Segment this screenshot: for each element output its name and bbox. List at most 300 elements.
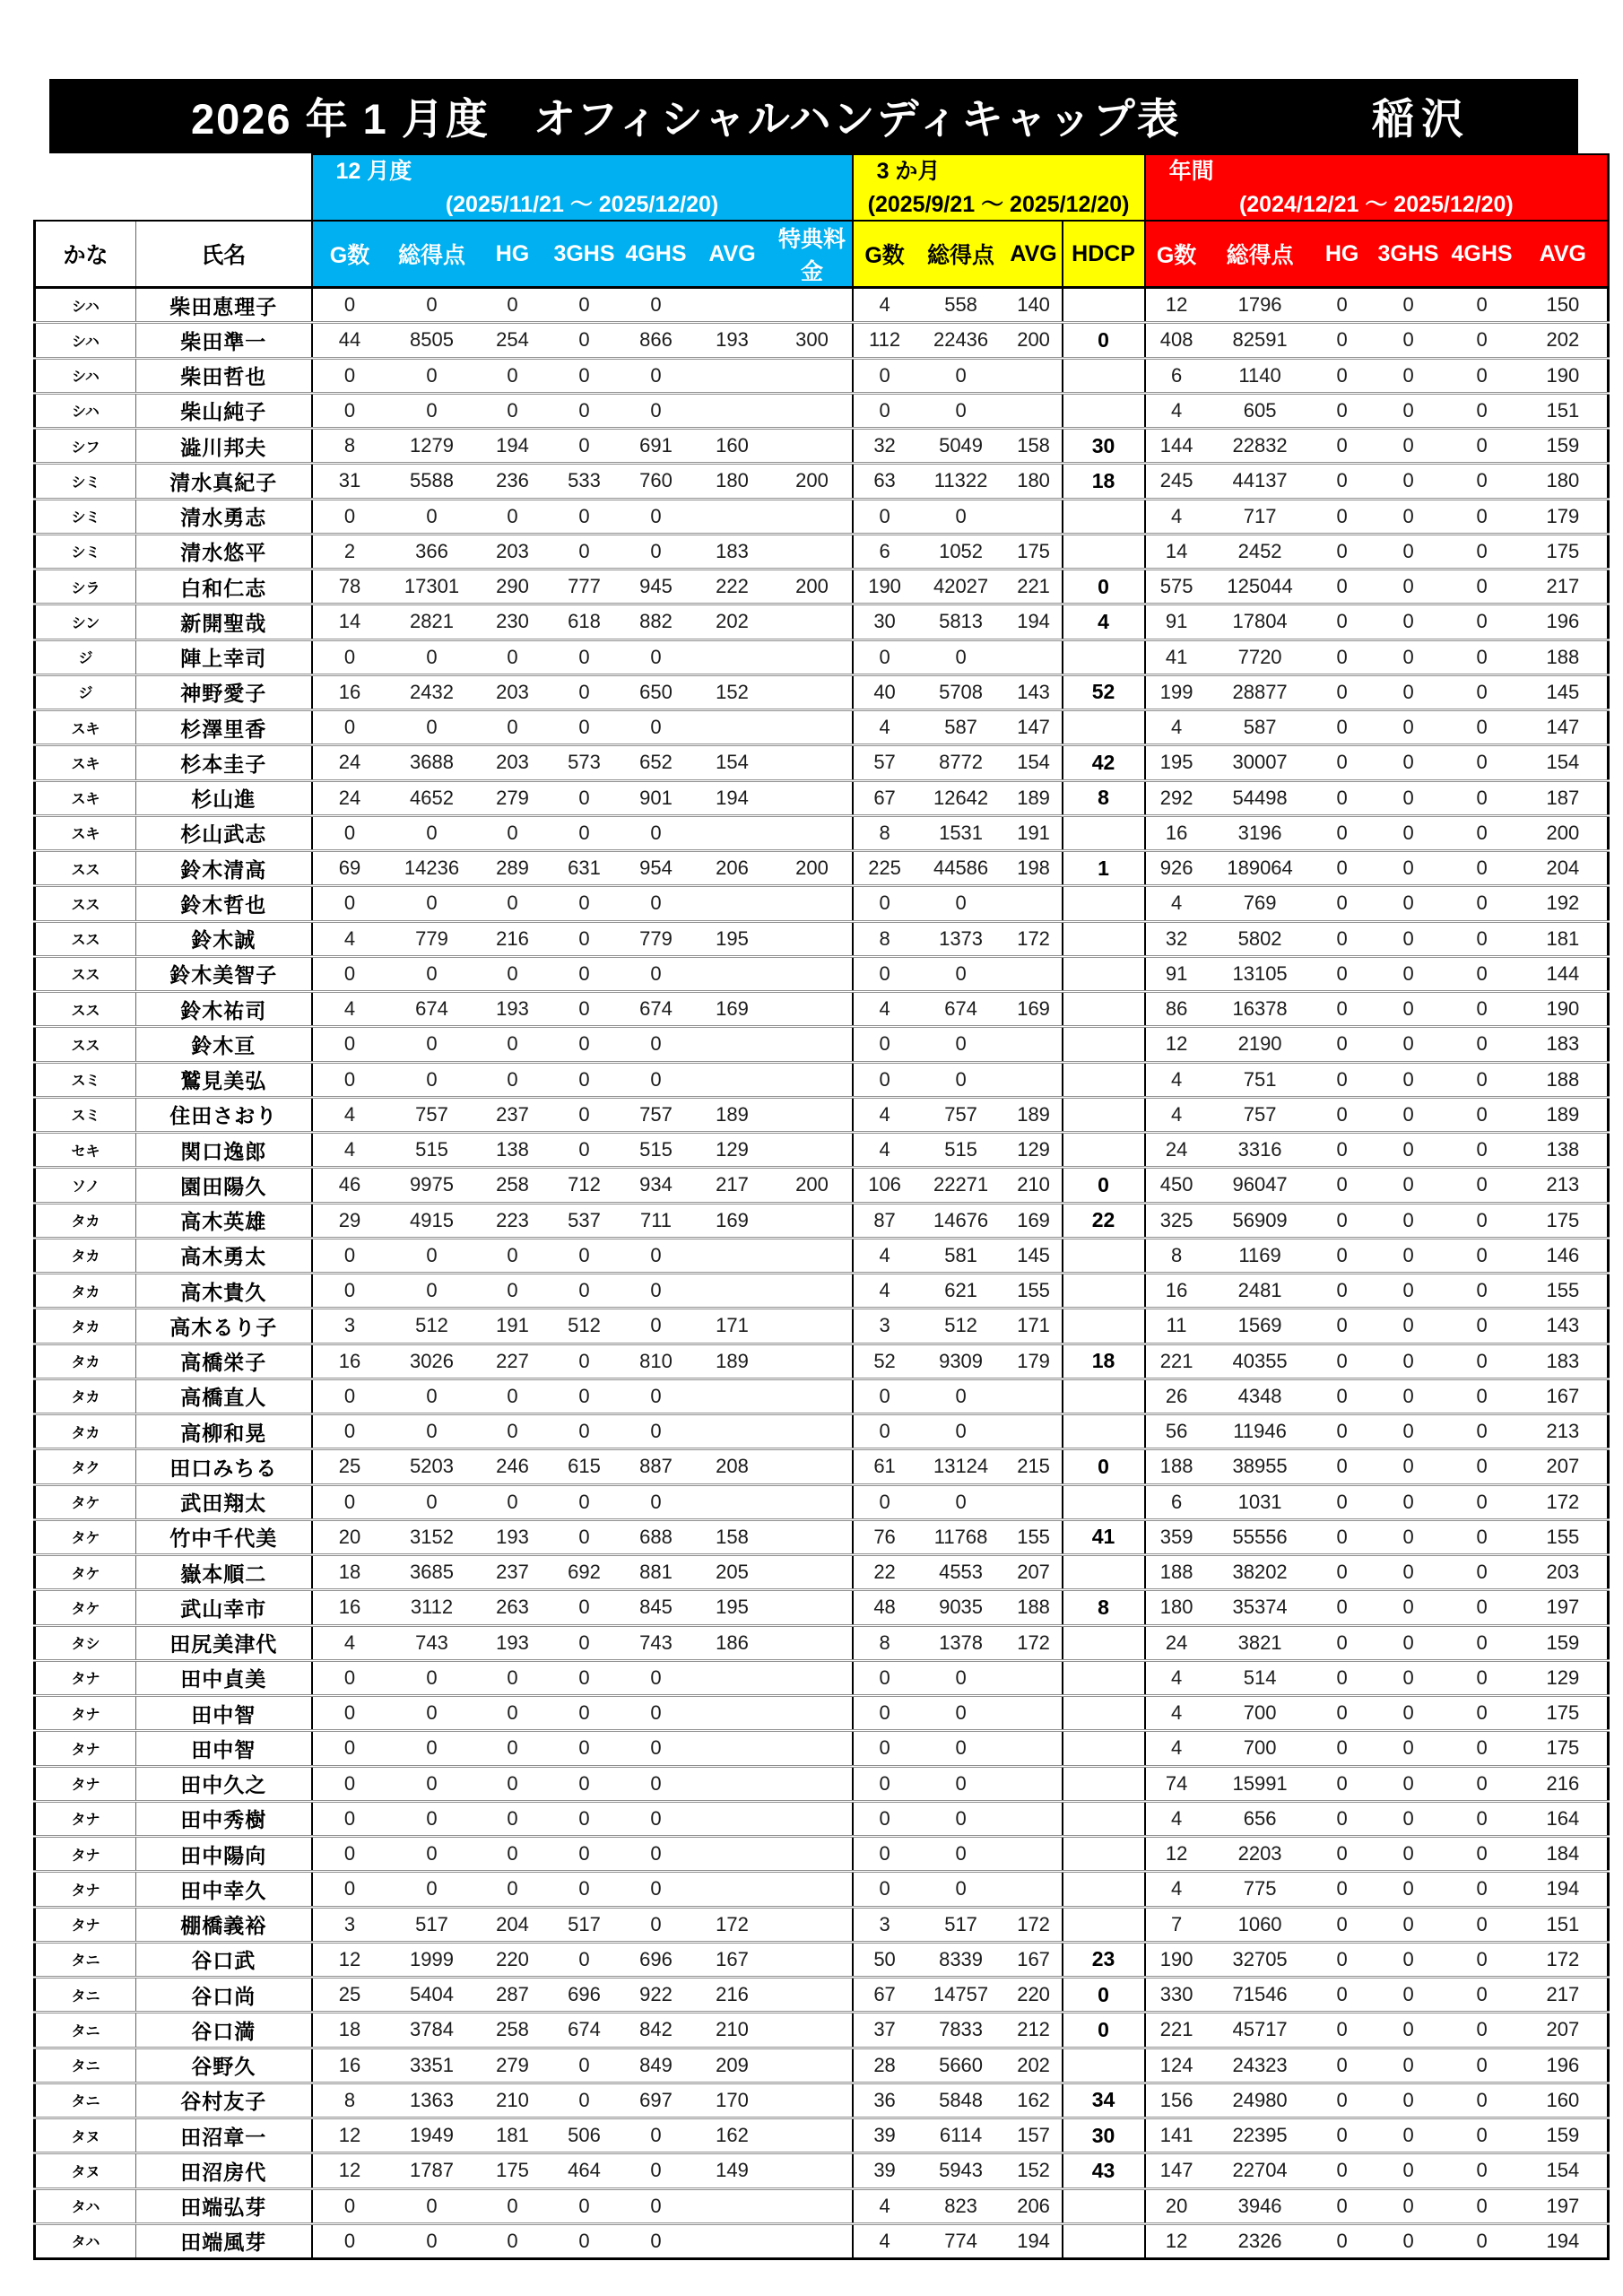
table-row xyxy=(35,1062,1609,1097)
cell-kana: タカ xyxy=(35,1344,136,1378)
cell-y0: 188 xyxy=(1145,1449,1208,1484)
table-row xyxy=(35,393,1609,428)
cell-m3: 517 xyxy=(549,1907,621,1942)
cell-y3: 0 xyxy=(1372,2013,1445,2048)
cell-y2: 0 xyxy=(1313,1344,1372,1378)
cell-y5: 151 xyxy=(1519,1907,1609,1942)
col-header-monthly-hg: HG xyxy=(477,221,549,288)
cell-q0: 0 xyxy=(853,1378,916,1413)
cell-y2: 0 xyxy=(1313,639,1372,674)
table-row xyxy=(35,745,1609,780)
cell-y1: 38202 xyxy=(1208,1555,1313,1590)
cell-y5: 159 xyxy=(1519,1625,1609,1660)
cell-q0: 67 xyxy=(853,780,916,815)
cell-q1: 0 xyxy=(916,1027,1006,1062)
cell-m6 xyxy=(773,992,853,1027)
cell-kana: セキ xyxy=(35,1133,136,1168)
cell-name: 鈴木亘 xyxy=(136,1027,312,1062)
cell-y3: 0 xyxy=(1372,1378,1445,1413)
cell-y3: 0 xyxy=(1372,429,1445,464)
cell-y4: 0 xyxy=(1445,780,1519,815)
cell-y4: 0 xyxy=(1445,1942,1519,1977)
cell-hdcp xyxy=(1063,1309,1145,1344)
cell-m0: 16 xyxy=(312,1590,387,1625)
cell-y3: 0 xyxy=(1372,1555,1445,1590)
cell-y0: 12 xyxy=(1145,1027,1208,1062)
cell-m1: 1999 xyxy=(387,1942,477,1977)
cell-m2: 0 xyxy=(477,1660,549,1695)
cell-q0: 0 xyxy=(853,358,916,393)
cell-y0: 4 xyxy=(1145,393,1208,428)
cell-y5: 190 xyxy=(1519,992,1609,1027)
cell-name: 新開聖哉 xyxy=(136,604,312,639)
cell-y5: 154 xyxy=(1519,2153,1609,2188)
cell-m5: 202 xyxy=(692,604,773,639)
cell-q1: 0 xyxy=(916,1062,1006,1097)
cell-m2: 191 xyxy=(477,1309,549,1344)
cell-q0: 52 xyxy=(853,1344,916,1378)
cell-m1: 0 xyxy=(387,1731,477,1766)
cell-y3: 0 xyxy=(1372,1519,1445,1554)
cell-hdcp xyxy=(1063,1062,1145,1097)
cell-m2: 194 xyxy=(477,429,549,464)
cell-y1: 17804 xyxy=(1208,604,1313,639)
cell-m2: 223 xyxy=(477,1203,549,1238)
cell-m4: 0 xyxy=(621,358,692,393)
cell-kana: シミ xyxy=(35,464,136,499)
cell-kana: タナ xyxy=(35,1696,136,1731)
cell-y1: 1031 xyxy=(1208,1484,1313,1519)
cell-y3: 0 xyxy=(1372,1660,1445,1695)
cell-m2: 193 xyxy=(477,1519,549,1554)
cell-q2 xyxy=(1006,639,1063,674)
cell-m0: 12 xyxy=(312,2153,387,2188)
cell-y5: 207 xyxy=(1519,1449,1609,1484)
table-row xyxy=(35,1414,1609,1449)
cell-q2: 155 xyxy=(1006,1274,1063,1309)
cell-y0: 4 xyxy=(1145,1660,1208,1695)
band-monthly xyxy=(312,154,853,221)
cell-y1: 2452 xyxy=(1208,534,1313,569)
cell-y0: 180 xyxy=(1145,1590,1208,1625)
cell-m1: 0 xyxy=(387,1766,477,1801)
col-header-monthly-4ghs: 4GHS xyxy=(621,221,692,288)
cell-y1: 3946 xyxy=(1208,2188,1313,2223)
cell-m4: 887 xyxy=(621,1449,692,1484)
cell-m1: 0 xyxy=(387,1027,477,1062)
cell-m5 xyxy=(692,1696,773,1731)
cell-y1: 2326 xyxy=(1208,2223,1313,2258)
table-row xyxy=(35,534,1609,569)
cell-m4: 0 xyxy=(621,710,692,745)
cell-q2: 198 xyxy=(1006,851,1063,886)
cell-q1: 0 xyxy=(916,1801,1006,1836)
cell-y2: 0 xyxy=(1313,1168,1372,1203)
cell-y2: 0 xyxy=(1313,2188,1372,2223)
cell-q2: 221 xyxy=(1006,570,1063,604)
cell-m5 xyxy=(692,1731,773,1766)
cell-y4: 0 xyxy=(1445,1766,1519,1801)
cell-y2: 0 xyxy=(1313,921,1372,956)
cell-y4: 0 xyxy=(1445,1274,1519,1309)
cell-name: 杉山進 xyxy=(136,780,312,815)
cell-y1: 7720 xyxy=(1208,639,1313,674)
cell-m2: 203 xyxy=(477,745,549,780)
cell-m1: 3351 xyxy=(387,2048,477,2083)
table-row xyxy=(35,2153,1609,2188)
cell-name: 田中智 xyxy=(136,1731,312,1766)
cell-y1: 4348 xyxy=(1208,1378,1313,1413)
cell-y1: 13105 xyxy=(1208,956,1313,991)
cell-m1: 3026 xyxy=(387,1344,477,1378)
cell-hdcp: 8 xyxy=(1063,780,1145,815)
cell-y2: 0 xyxy=(1313,815,1372,850)
cell-m2: 0 xyxy=(477,393,549,428)
cell-q0: 50 xyxy=(853,1942,916,1977)
cell-y0: 4 xyxy=(1145,1872,1208,1907)
cell-kana: シハ xyxy=(35,323,136,358)
cell-m1: 0 xyxy=(387,2223,477,2258)
cell-q1: 9309 xyxy=(916,1344,1006,1378)
cell-y2: 0 xyxy=(1313,1274,1372,1309)
table-row xyxy=(35,429,1609,464)
cell-m6 xyxy=(773,674,853,709)
cell-hdcp xyxy=(1063,2188,1145,2223)
cell-m6 xyxy=(773,1872,853,1907)
cell-name: 杉本圭子 xyxy=(136,745,312,780)
cell-m2: 193 xyxy=(477,1625,549,1660)
cell-y2: 0 xyxy=(1313,1907,1372,1942)
cell-m2: 204 xyxy=(477,1907,549,1942)
cell-m3: 0 xyxy=(549,1590,621,1625)
cell-m6 xyxy=(773,1942,853,1977)
table-row xyxy=(35,323,1609,358)
cell-m1: 1279 xyxy=(387,429,477,464)
table-row xyxy=(35,464,1609,499)
cell-m4: 0 xyxy=(650,293,662,317)
cell-y1: 2481 xyxy=(1208,1274,1313,1309)
band-quarter xyxy=(853,154,1145,221)
cell-q2: 189 xyxy=(1006,1097,1063,1132)
cell-kana: タナ xyxy=(35,1731,136,1766)
cell-y1: 757 xyxy=(1208,1097,1313,1132)
cell-q2: 202 xyxy=(1006,2048,1063,2083)
cell-kana: スキ xyxy=(35,780,136,815)
table-row xyxy=(35,1309,1609,1344)
cell-y5: 204 xyxy=(1519,851,1609,886)
cell-m3: 0 xyxy=(549,1519,621,1554)
cell-m0: 0 xyxy=(312,956,387,991)
cell-m5: 189 xyxy=(692,1344,773,1378)
cell-m1: 14236 xyxy=(387,851,477,886)
cell-y3: 0 xyxy=(1372,323,1445,358)
cell-y5: 189 xyxy=(1519,1097,1609,1132)
cell-m0: 18 xyxy=(312,2013,387,2048)
cell-m4: 743 xyxy=(621,1625,692,1660)
cell-kana: タナ xyxy=(35,1801,136,1836)
cell-m2: 0 xyxy=(477,1238,549,1273)
band-monthly-label: 12 月度 xyxy=(335,159,412,184)
cell-y0: 8 xyxy=(1145,1238,1208,1273)
table-row xyxy=(35,2188,1609,2223)
col-header-annual-games: G数 xyxy=(1145,221,1208,288)
cell-y2: 0 xyxy=(1313,851,1372,886)
cell-y0: 190 xyxy=(1145,1942,1208,1977)
title-bar xyxy=(49,79,1578,153)
cell-y0: 12 xyxy=(1145,1837,1208,1872)
cell-m4: 0 xyxy=(621,1027,692,1062)
cell-y1: 96047 xyxy=(1208,1168,1313,1203)
cell-q1: 8772 xyxy=(916,745,1006,780)
cell-q2: 189 xyxy=(1006,780,1063,815)
cell-m3: 0 xyxy=(549,992,621,1027)
col-header-quarter-games: G数 xyxy=(853,221,916,288)
cell-m1: 0 xyxy=(387,1801,477,1836)
cell-q0: 106 xyxy=(853,1168,916,1203)
table-row xyxy=(35,2118,1609,2153)
cell-y1: 769 xyxy=(1208,886,1313,921)
cell-m0: 0 xyxy=(312,1660,387,1695)
cell-m2: 0 xyxy=(507,293,518,317)
table-row xyxy=(35,1837,1609,1872)
cell-kana: スキ xyxy=(35,745,136,780)
cell-q1: 674 xyxy=(916,992,1006,1027)
cell-m1: 1787 xyxy=(387,2153,477,2188)
table-row xyxy=(35,1133,1609,1168)
cell-m5: 162 xyxy=(692,2118,773,2153)
cell-m3: 0 xyxy=(549,886,621,921)
cell-y5: 192 xyxy=(1519,886,1609,921)
cell-q2: 172 xyxy=(1006,1907,1063,1942)
cell-q1: 517 xyxy=(916,1907,1006,1942)
table-body xyxy=(35,288,1609,2259)
col-header-monthly-3ghs: 3GHS xyxy=(549,221,621,288)
cell-m3: 0 xyxy=(549,1238,621,1273)
cell-q1: 0 xyxy=(916,1660,1006,1695)
cell-m2: 0 xyxy=(477,2223,549,2258)
cell-y5: 160 xyxy=(1519,2083,1609,2118)
cell-kana: ジ xyxy=(35,674,136,709)
cell-y4: 0 xyxy=(1445,1555,1519,1590)
cell-m6 xyxy=(773,815,853,850)
cell-m4: 922 xyxy=(621,1978,692,2013)
cell-hdcp: 0 xyxy=(1063,1168,1145,1203)
cell-m4: 0 xyxy=(621,499,692,534)
cell-m1: 0 xyxy=(426,293,438,317)
cell-kana: シフ xyxy=(35,429,136,464)
cell-y1: 44137 xyxy=(1208,464,1313,499)
cell-hdcp: 4 xyxy=(1063,604,1145,639)
cell-m1: 3688 xyxy=(387,745,477,780)
cell-name: 高木勇太 xyxy=(136,1238,312,1273)
cell-q2: 200 xyxy=(1006,323,1063,358)
cell-m1: 0 xyxy=(387,886,477,921)
band-annual xyxy=(1145,154,1609,221)
cell-q0: 39 xyxy=(853,2153,916,2188)
cell-q2: 143 xyxy=(1006,674,1063,709)
cell-m5: 206 xyxy=(692,851,773,886)
table-row xyxy=(35,1203,1609,1238)
cell-m4: 0 xyxy=(621,534,692,569)
cell-q1: 0 xyxy=(916,1484,1006,1519)
cell-m0: 29 xyxy=(312,1203,387,1238)
cell-m2: 0 xyxy=(477,1274,549,1309)
cell-m0: 0 xyxy=(312,1238,387,1273)
cell-kana: タヌ xyxy=(35,2153,136,2188)
cell-y2: 0 xyxy=(1313,1027,1372,1062)
cell-y0: 4 xyxy=(1145,1696,1208,1731)
cell-m2: 0 xyxy=(477,358,549,393)
cell-name: 武山幸市 xyxy=(136,1590,312,1625)
cell-q2: 172 xyxy=(1006,921,1063,956)
cell-m6 xyxy=(773,921,853,956)
cell-q0: 48 xyxy=(853,1590,916,1625)
cell-y4: 0 xyxy=(1445,1062,1519,1097)
col-header-annual-avg: AVG xyxy=(1519,221,1609,288)
cell-y5: 175 xyxy=(1519,1696,1609,1731)
cell-y1: 700 xyxy=(1208,1696,1313,1731)
cell-y5: 175 xyxy=(1519,1731,1609,1766)
cell-m3: 0 xyxy=(549,534,621,569)
cell-y2: 0 xyxy=(1313,2048,1372,2083)
cell-y5: 217 xyxy=(1519,570,1609,604)
cell-hdcp: 1 xyxy=(1063,851,1145,886)
cell-q2: 169 xyxy=(1006,1203,1063,1238)
cell-q1: 5660 xyxy=(916,2048,1006,2083)
cell-y3: 0 xyxy=(1372,1062,1445,1097)
cell-name: 谷野久 xyxy=(136,2048,312,2083)
cell-hdcp: 0 xyxy=(1063,570,1145,604)
cell-m3: 0 xyxy=(549,1027,621,1062)
cell-m2: 279 xyxy=(477,2048,549,2083)
cell-q1: 558 xyxy=(944,293,977,317)
cell-q0: 0 xyxy=(853,393,916,428)
cell-y1: 2203 xyxy=(1208,1837,1313,1872)
cell-y3: 0 xyxy=(1372,780,1445,815)
cell-m5: 217 xyxy=(692,1168,773,1203)
cell-m5: 154 xyxy=(692,745,773,780)
cell-m6 xyxy=(773,393,853,428)
table-row xyxy=(35,604,1609,639)
cell-y3: 0 xyxy=(1372,1801,1445,1836)
cell-m0: 0 xyxy=(312,815,387,850)
table-row xyxy=(35,1660,1609,1695)
cell-y0: 408 xyxy=(1145,323,1208,358)
cell-m5: 180 xyxy=(692,464,773,499)
cell-q0: 0 xyxy=(853,956,916,991)
cell-hdcp: 23 xyxy=(1063,1942,1145,1977)
cell-y4: 0 xyxy=(1445,429,1519,464)
cell-y5: 200 xyxy=(1519,815,1609,850)
cell-y0: 221 xyxy=(1145,1344,1208,1378)
cell-y4: 0 xyxy=(1445,2048,1519,2083)
cell-name: 田中智 xyxy=(136,1696,312,1731)
cell-m5: 216 xyxy=(692,1978,773,2013)
cell-m0: 16 xyxy=(312,2048,387,2083)
cell-hdcp: 0 xyxy=(1063,1449,1145,1484)
cell-kana: ジ xyxy=(35,639,136,674)
cell-y3: 0 xyxy=(1372,674,1445,709)
cell-kana: タニ xyxy=(35,2048,136,2083)
cell-y5: 184 xyxy=(1519,1837,1609,1872)
cell-name: 鈴木哲也 xyxy=(136,886,312,921)
cell-y2: 0 xyxy=(1313,1555,1372,1590)
cell-name: 神野愛子 xyxy=(136,674,312,709)
cell-y4: 0 xyxy=(1445,1203,1519,1238)
cell-m1: 0 xyxy=(387,358,477,393)
cell-m6 xyxy=(773,1203,853,1238)
cell-q2 xyxy=(1006,956,1063,991)
cell-m6 xyxy=(773,886,853,921)
cell-m1: 366 xyxy=(387,534,477,569)
cell-y2: 0 xyxy=(1313,1837,1372,1872)
cell-m4: 779 xyxy=(621,921,692,956)
cell-q1: 1373 xyxy=(916,921,1006,956)
cell-m6 xyxy=(773,1519,853,1554)
cell-q0: 36 xyxy=(853,2083,916,2118)
cell-m2: 193 xyxy=(477,992,549,1027)
cell-y5: 151 xyxy=(1519,393,1609,428)
cell-m5: 195 xyxy=(692,1590,773,1625)
cell-m3: 0 xyxy=(549,1660,621,1695)
cell-m4: 0 xyxy=(621,1378,692,1413)
cell-m4: 0 xyxy=(621,1238,692,1273)
cell-y2: 0 xyxy=(1313,570,1372,604)
cell-y3: 0 xyxy=(1372,1133,1445,1168)
cell-y1: 16378 xyxy=(1208,992,1313,1027)
cell-y0: 292 xyxy=(1145,780,1208,815)
cell-q0: 4 xyxy=(853,1274,916,1309)
col-header-monthly-total: 総得点 xyxy=(387,221,477,288)
cell-hdcp xyxy=(1063,1625,1145,1660)
cell-m0: 69 xyxy=(312,851,387,886)
cell-y2: 0 xyxy=(1313,499,1372,534)
cell-q2 xyxy=(1006,358,1063,393)
cell-m5: 209 xyxy=(692,2048,773,2083)
cell-m0: 2 xyxy=(312,534,387,569)
cell-y4: 0 xyxy=(1445,1872,1519,1907)
cell-m3: 0 xyxy=(549,1766,621,1801)
cell-q1: 14676 xyxy=(916,1203,1006,1238)
cell-m4: 696 xyxy=(621,1942,692,1977)
cell-m0: 0 xyxy=(312,1414,387,1449)
cell-m5: 194 xyxy=(692,780,773,815)
cell-y2: 0 xyxy=(1313,710,1372,745)
cell-y4: 0 xyxy=(1445,956,1519,991)
table-row xyxy=(35,1907,1609,1942)
cell-m6 xyxy=(773,1238,853,1273)
cell-y5: 194 xyxy=(1519,2223,1609,2258)
cell-m5 xyxy=(692,393,773,428)
cell-m6 xyxy=(773,1097,853,1132)
cell-y2: 0 xyxy=(1313,1731,1372,1766)
cell-m0: 0 xyxy=(312,393,387,428)
cell-y4: 0 xyxy=(1445,2083,1519,2118)
cell-m5 xyxy=(692,1837,773,1872)
cell-y1: 28877 xyxy=(1208,674,1313,709)
cell-m4: 0 xyxy=(621,2188,692,2223)
cell-y4: 0 xyxy=(1445,1801,1519,1836)
cell-kana: スス xyxy=(35,886,136,921)
cell-y0: 32 xyxy=(1145,921,1208,956)
cell-q2: 220 xyxy=(1006,1978,1063,2013)
cell-q0: 87 xyxy=(853,1203,916,1238)
table-row xyxy=(35,1555,1609,1590)
cell-y5: 155 xyxy=(1519,1274,1609,1309)
cell-m4: 945 xyxy=(621,570,692,604)
cell-y5: 187 xyxy=(1519,780,1609,815)
cell-q2 xyxy=(1006,1378,1063,1413)
